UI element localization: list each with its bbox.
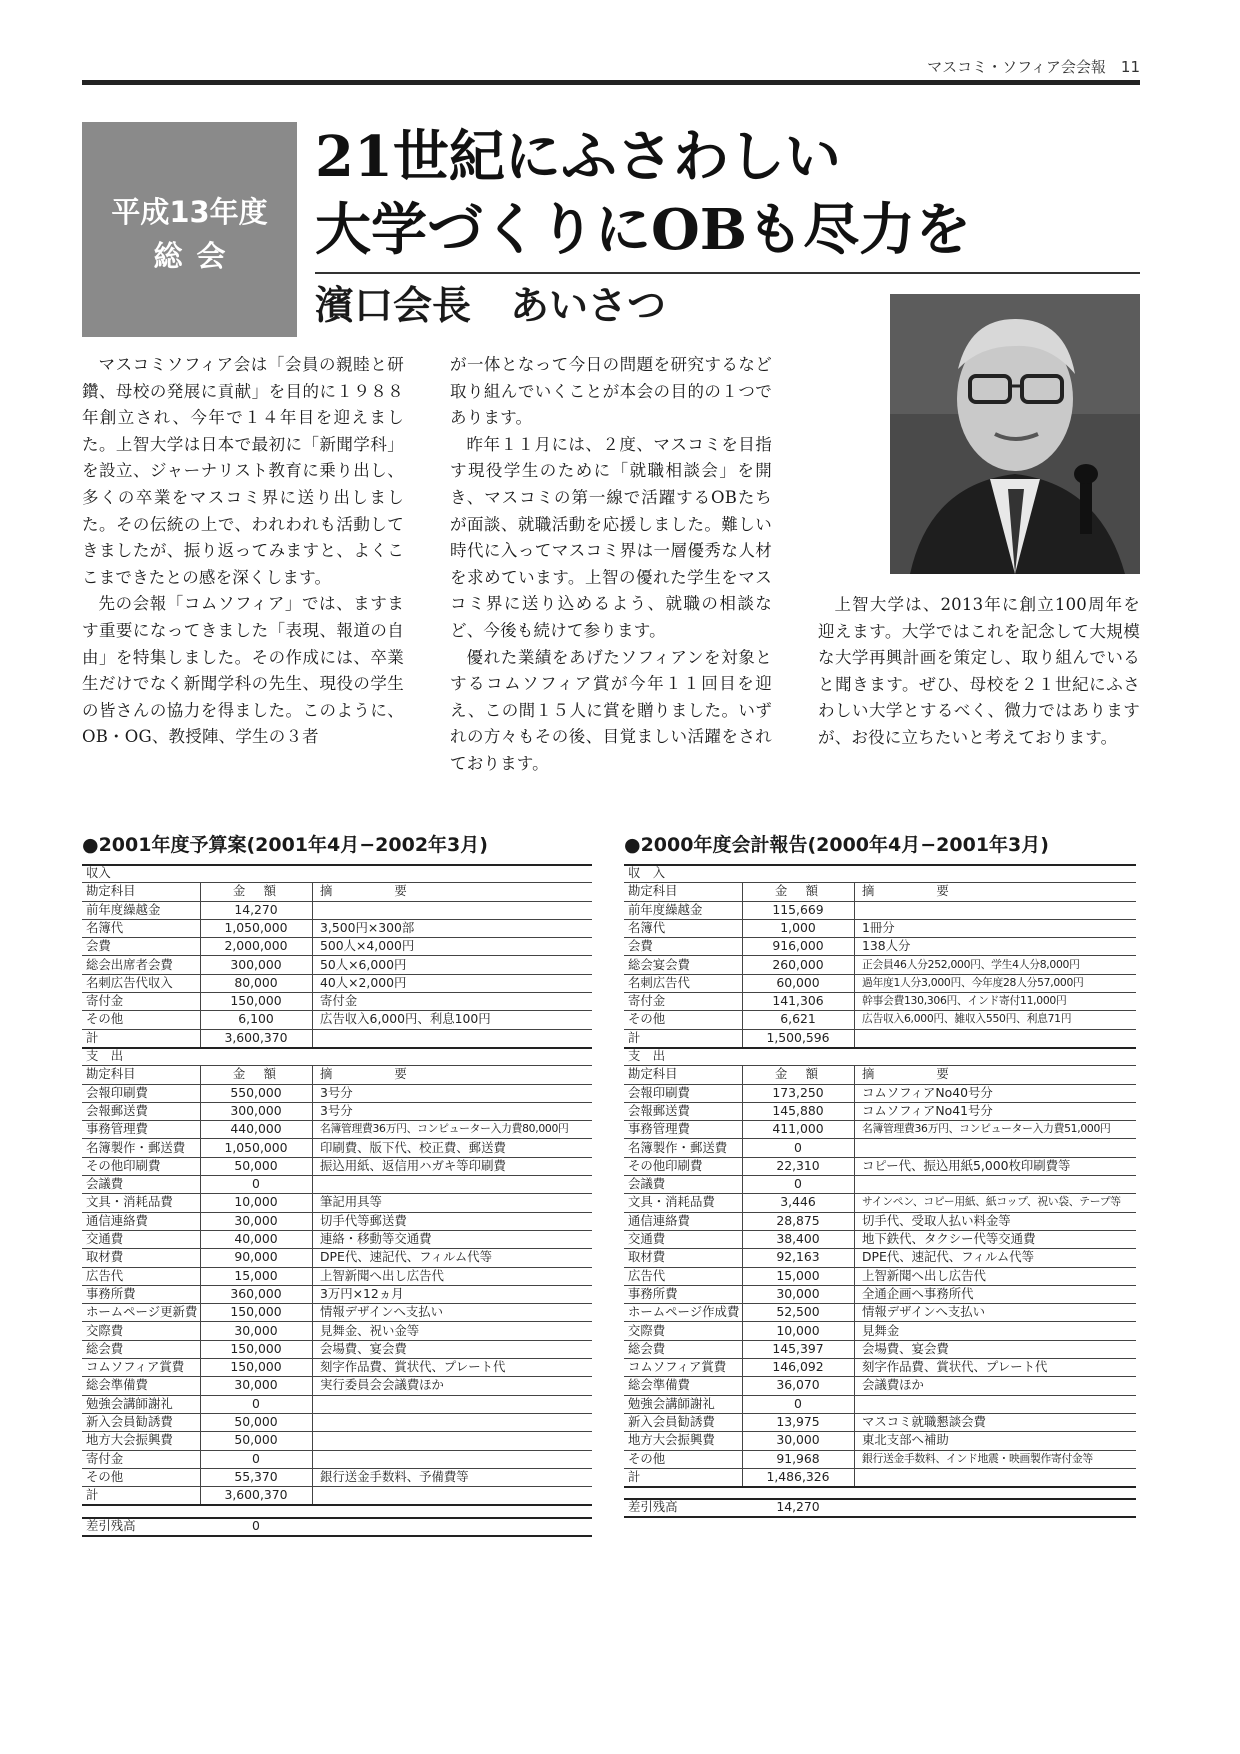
description-cell: マスコミ就職懇談会費	[862, 1414, 986, 1429]
total-row	[82, 1486, 592, 1506]
account-cell: 名刺広告代	[628, 974, 690, 990]
section-label-row	[82, 864, 592, 883]
running-header: マスコミ・ソフィア会会報 11	[927, 58, 1140, 76]
account-cell: 名刺広告代収入	[86, 974, 173, 990]
table-row	[624, 1450, 1136, 1469]
table-row	[82, 1395, 592, 1414]
column-divider	[200, 1065, 201, 1504]
account-cell: 勉強会講師謝礼	[86, 1395, 173, 1411]
description-cell: 印刷費、版下代、校正費、郵送費	[320, 1139, 506, 1155]
table-row	[624, 1120, 1136, 1139]
account-cell: 交際費	[86, 1322, 124, 1338]
table-row	[82, 956, 592, 975]
amount-cell: 150,000	[230, 1304, 282, 1320]
account-cell: 会費	[86, 938, 111, 954]
table-row	[624, 1212, 1136, 1231]
description-cell: 切手代等郵送費	[320, 1212, 407, 1228]
table-row	[82, 1431, 592, 1450]
row-label: 収 入	[628, 865, 666, 880]
description-cell: 50人×6,000円	[320, 956, 407, 972]
amount-cell: 150,000	[230, 1359, 282, 1375]
table-row	[624, 1157, 1136, 1176]
amount-cell: 40,000	[234, 1231, 278, 1246]
article-paragraph: マスコミソフィア会は「会員の親睦と研鑽、母校の発展に貢献」を目的に１９８８年創立され、今年で１４年目を迎えました。上智大学は日本で最初に「新聞学科」を設立、ジャーナリスト教育に乗り出し、多くの卒業をマスコミ界に送り出しました。その伝統の上で、われわれも活動してきましたが、振り返ってみますと、よくここまできたとの感を深くします。	[82, 355, 404, 587]
header-cell: 金 額	[774, 883, 822, 899]
president-photo	[890, 294, 1140, 574]
table-row	[624, 937, 1136, 956]
table-row	[624, 956, 1136, 975]
table-row	[624, 1395, 1136, 1414]
description-cell: 3,500円×300部	[320, 919, 415, 935]
badge-year: 平成13年度	[111, 195, 268, 229]
header-cell: 摘 要	[320, 883, 407, 899]
amount-cell: 145,880	[772, 1102, 824, 1118]
amount-cell: 2,000,000	[224, 938, 288, 954]
amount-cell: 30,000	[234, 1377, 278, 1393]
amount-cell: 1,486,326	[766, 1468, 830, 1484]
account-cell: 総会宴会費	[628, 956, 690, 972]
table-row	[624, 1376, 1136, 1395]
account-cell: 会議費	[628, 1176, 666, 1192]
amount-cell: 14,270	[776, 1499, 820, 1515]
column-divider	[312, 1065, 313, 1504]
article-paragraph: が一体となって今日の問題を研究するなど取り組んでいくことが本会の目的の１つであります。	[450, 355, 772, 428]
amount-cell: 3,446	[780, 1194, 816, 1210]
amount-cell: 146,092	[772, 1359, 824, 1375]
account-cell: その他	[86, 1468, 124, 1484]
balance-row	[82, 1517, 592, 1537]
column-divider	[854, 882, 855, 1047]
description-cell: 名簿管理費36万円、コンピューター入力費51,000円	[862, 1122, 1111, 1136]
description-cell: 会場費、宴会費	[862, 1340, 949, 1356]
account-cell: 新入会員勧誘費	[86, 1414, 173, 1429]
table-row	[82, 1376, 592, 1395]
column-divider	[742, 882, 743, 1047]
column-divider	[854, 1065, 855, 1486]
table-row	[82, 1010, 592, 1029]
description-cell: DPE代、速記代、フィルム代等	[862, 1249, 1035, 1265]
table-row	[624, 1322, 1136, 1341]
account-cell: 交際費	[628, 1322, 666, 1338]
headline-rule	[315, 272, 1140, 274]
description-cell: 広告収入6,000円、利息100円	[320, 1011, 491, 1027]
column-divider	[200, 882, 201, 1047]
table-row	[624, 1431, 1136, 1450]
amount-cell: 92,163	[776, 1249, 820, 1265]
table-row	[624, 1303, 1136, 1322]
amount-cell: 260,000	[772, 956, 824, 972]
table-row	[82, 1248, 592, 1267]
description-cell: コピー代、振込用紙5,000枚印刷費等	[862, 1157, 1071, 1173]
description-cell: 東北支部へ補助	[862, 1432, 949, 1448]
description-cell: 見舞金、祝い金等	[320, 1322, 420, 1338]
account-cell: 事務所費	[86, 1285, 136, 1301]
description-cell: 情報デザインへ支払い	[862, 1304, 986, 1320]
account-cell: 寄付金	[86, 1450, 124, 1466]
account-cell: 名簿代	[628, 919, 666, 935]
account-cell: 文具・消耗品費	[628, 1194, 715, 1210]
table-row	[82, 1303, 592, 1322]
table-row	[82, 1102, 592, 1121]
article-paragraph: 先の会報「コムソフィア」では、ますます重要になってきました「表現、報道の自由」を特集しました。その作成には、卒業生だけでなく新聞学科の先生、現役の学生の皆さんの協力を得ました。このように、OB・OG、教授陣、学生の３者	[82, 594, 404, 747]
account-cell: 計	[86, 1487, 99, 1503]
table-row	[82, 1358, 592, 1377]
table-row	[624, 1230, 1136, 1249]
description-cell: 刻字作品費、賞状代、プレート代	[862, 1359, 1048, 1375]
header-cell: 金 額	[232, 1066, 280, 1082]
amount-cell: 115,669	[772, 901, 824, 917]
header-row	[624, 1065, 1136, 1084]
amount-cell: 1,000	[780, 919, 816, 935]
row-label: 支 出	[86, 1048, 124, 1063]
header-row	[82, 1065, 592, 1084]
amount-cell: 0	[794, 1176, 802, 1192]
table-row	[624, 992, 1136, 1011]
description-cell: 銀行送金手数料、予備費等	[320, 1468, 469, 1484]
account-cell: 計	[628, 1468, 641, 1484]
description-cell: 会場費、宴会費	[320, 1340, 407, 1356]
amount-cell: 10,000	[234, 1194, 278, 1210]
account-cell: 計	[86, 1029, 99, 1045]
description-cell: 連絡・移動等交通費	[320, 1231, 432, 1246]
description-cell: 幹事会費130,306円、インド寄付11,000円	[862, 994, 1067, 1008]
account-cell: その他印刷費	[628, 1157, 703, 1173]
account-cell: その他	[628, 1011, 666, 1027]
amount-cell: 300,000	[230, 956, 282, 972]
amount-cell: 3,600,370	[224, 1029, 288, 1045]
account-cell: 総会費	[628, 1340, 666, 1356]
account-cell: 差引残高	[86, 1517, 136, 1533]
amount-cell: 3,600,370	[224, 1487, 288, 1503]
budget-2001-table	[82, 864, 592, 1544]
account-cell: 文具・消耗品費	[86, 1194, 173, 1210]
account-cell: 総会準備費	[628, 1377, 690, 1393]
description-cell: 名簿管理費36万円、コンピューター入力費80,000円	[320, 1122, 569, 1136]
table-row	[624, 1010, 1136, 1029]
account-cell: 前年度繰越金	[628, 901, 703, 917]
event-badge	[82, 122, 297, 337]
article-column-3	[818, 592, 1140, 752]
table-row	[82, 992, 592, 1011]
account-cell: 名簿製作・郵送費	[86, 1139, 186, 1155]
amount-cell: 550,000	[230, 1084, 282, 1100]
table-row	[82, 901, 592, 920]
header-cell: 勘定科目	[628, 883, 678, 899]
amount-cell: 30,000	[776, 1432, 820, 1448]
amount-cell: 150,000	[230, 993, 282, 1009]
amount-cell: 15,000	[234, 1267, 278, 1283]
report-2000-table	[624, 864, 1136, 1544]
account-cell: ホームページ更新費	[86, 1304, 198, 1320]
amount-cell: 173,250	[772, 1084, 824, 1100]
amount-cell: 28,875	[776, 1212, 820, 1228]
table-row	[82, 919, 592, 938]
account-cell: 交通費	[86, 1231, 124, 1246]
amount-cell: 0	[252, 1395, 260, 1411]
description-cell: 振込用紙、返信用ハガキ等印刷費	[320, 1157, 506, 1173]
table-row	[82, 1175, 592, 1194]
table-row	[624, 1267, 1136, 1286]
account-cell: 取材費	[628, 1249, 666, 1265]
amount-cell: 91,968	[776, 1450, 820, 1466]
amount-cell: 1,050,000	[224, 1139, 288, 1155]
account-cell: 通信連絡費	[86, 1212, 148, 1228]
table-row	[624, 1358, 1136, 1377]
row-label: 支 出	[628, 1048, 666, 1063]
description-cell: 1冊分	[862, 919, 895, 935]
article-column-1	[82, 352, 404, 751]
article-paragraph: 上智大学は、2013年に創立100周年を迎えます。大学ではこれを記念して大規模な大学再興計画を策定し、取り組んでいると聞きます。ぜひ、母校を２１世紀にふさわしい大学とするべく、微力ではありますが、お役に立ちたいと考えております。	[818, 595, 1140, 747]
amount-cell: 0	[252, 1176, 260, 1192]
table-row	[82, 1157, 592, 1176]
account-cell: その他	[628, 1450, 666, 1466]
table-row	[82, 1468, 592, 1487]
account-cell: 広告代	[628, 1267, 666, 1283]
table-row	[624, 1340, 1136, 1359]
amount-cell: 55,370	[234, 1468, 278, 1484]
total-row	[624, 1468, 1136, 1488]
account-cell: 会報印刷費	[628, 1084, 690, 1100]
table-row	[82, 1084, 592, 1103]
header-cell: 勘定科目	[86, 883, 136, 899]
account-cell: 寄付金	[628, 993, 666, 1009]
header-cell: 勘定科目	[86, 1066, 136, 1082]
table-row	[82, 1120, 592, 1139]
amount-cell: 6,100	[238, 1011, 274, 1027]
headline-line-2: 大学づくりにOBも尽力を	[315, 197, 972, 263]
account-cell: 前年度繰越金	[86, 901, 161, 917]
amount-cell: 141,306	[772, 993, 824, 1009]
description-cell: 3万円×12ヵ月	[320, 1285, 404, 1301]
table-row	[624, 1248, 1136, 1267]
headline-line-1: 21世紀にふさわしい	[315, 124, 841, 190]
amount-cell: 50,000	[234, 1157, 278, 1173]
description-cell: 会議費ほか	[862, 1377, 924, 1393]
amount-cell: 1,050,000	[224, 919, 288, 935]
amount-cell: 150,000	[230, 1340, 282, 1356]
description-cell: 広告収入6,000円、雑収入550円、利息71円	[862, 1012, 1072, 1026]
amount-cell: 50,000	[234, 1414, 278, 1429]
table-row	[624, 1139, 1136, 1158]
amount-cell: 360,000	[230, 1285, 282, 1301]
account-cell: 寄付金	[86, 993, 124, 1009]
amount-cell: 52,500	[776, 1304, 820, 1320]
table-row	[624, 919, 1136, 938]
amount-cell: 22,310	[776, 1157, 820, 1173]
header-rule	[82, 80, 1140, 85]
description-cell: 切手代、受取人払い料金等	[862, 1212, 1011, 1228]
article-paragraph: 優れた業績をあげたソフィアンを対象とするコムソフィア賞が今年１１回目を迎え、この間１５人に賞を贈りました。いずれの方々もその後、目覚ましい活躍をされております。	[450, 647, 772, 773]
table-row	[624, 1084, 1136, 1103]
table-row	[82, 974, 592, 993]
badge-event: 総会	[153, 239, 240, 273]
section-label-row	[82, 1047, 592, 1066]
amount-cell: 300,000	[230, 1102, 282, 1118]
account-cell: 差引残高	[628, 1499, 678, 1515]
account-cell: ホームページ作成費	[628, 1304, 740, 1320]
report-2000-title: ●2000年度会計報告(2000年4月−2001年3月)	[624, 834, 1049, 856]
table-row	[82, 1450, 592, 1469]
account-cell: 交通費	[628, 1231, 666, 1246]
table-row	[82, 1322, 592, 1341]
budget-2001-title: ●2001年度予算案(2001年4月−2002年3月)	[82, 834, 488, 856]
account-cell: 新入会員勧誘費	[628, 1414, 715, 1429]
account-cell: 総会出席者会費	[86, 956, 173, 972]
table-row	[624, 1102, 1136, 1121]
description-cell: 正会員46人分252,000円、学生4人分8,000円	[862, 957, 1080, 971]
amount-cell: 0	[794, 1139, 802, 1155]
header-cell: 摘 要	[862, 1066, 949, 1082]
amount-cell: 90,000	[234, 1249, 278, 1265]
description-cell: 実行委員会会議費ほか	[320, 1377, 444, 1393]
row-label: 収入	[86, 865, 111, 880]
portrait-illustration	[890, 294, 1140, 574]
amount-cell: 411,000	[772, 1121, 824, 1137]
header-cell: 摘 要	[862, 883, 949, 899]
total-row	[624, 1029, 1136, 1049]
column-divider	[742, 1065, 743, 1486]
account-cell: 地方大会振興費	[628, 1432, 715, 1448]
amount-cell: 10,000	[776, 1322, 820, 1338]
account-cell: 会費	[628, 938, 653, 954]
amount-cell: 30,000	[234, 1212, 278, 1228]
amount-cell: 80,000	[234, 974, 278, 990]
account-cell: その他	[86, 1011, 124, 1027]
description-cell: コムソフィアNo41号分	[862, 1102, 993, 1118]
amount-cell: 14,270	[234, 901, 278, 917]
account-cell: 通信連絡費	[628, 1212, 690, 1228]
table-row	[82, 1193, 592, 1212]
description-cell: 筆記用具等	[320, 1194, 382, 1210]
description-cell: コムソフィアNo40号分	[862, 1084, 993, 1100]
description-cell: DPE代、速記代、フィルム代等	[320, 1249, 493, 1265]
table-row	[82, 1413, 592, 1432]
account-cell: 会報郵送費	[86, 1102, 148, 1118]
description-cell: 138人分	[862, 938, 911, 954]
amount-cell: 0	[794, 1395, 802, 1411]
amount-cell: 15,000	[776, 1267, 820, 1283]
amount-cell: 30,000	[234, 1322, 278, 1338]
account-cell: 会報郵送費	[628, 1102, 690, 1118]
account-cell: 取材費	[86, 1249, 124, 1265]
account-cell: 名簿代	[86, 919, 124, 935]
description-cell: 寄付金	[320, 993, 358, 1009]
article-paragraph: 昨年１１月には、２度、マスコミを目指す現役学生のために「就職相談会」を開き、マスコミの第一線で活躍するOBたちが面談、就職活動を応援しました。難しい時代に入ってマスコミ界は一層優秀な人材を求めています。上智の優れた学生をマスコミ界に送り込めるよう、就職の相談など、今後も続けて参ります。	[450, 434, 772, 640]
description-cell: 上智新聞へ出し広告代	[320, 1267, 444, 1283]
amount-cell: 30,000	[776, 1285, 820, 1301]
description-cell: 3号分	[320, 1102, 353, 1118]
table-row	[624, 901, 1136, 920]
header-cell: 金 額	[232, 883, 280, 899]
account-cell: 勉強会講師謝礼	[628, 1395, 715, 1411]
header-row	[624, 882, 1136, 901]
table-row	[624, 1285, 1136, 1304]
account-cell: 名簿製作・郵送費	[628, 1139, 728, 1155]
subtitle: 濱口会長 あいさつ	[315, 284, 667, 329]
amount-cell: 1,500,596	[766, 1029, 830, 1045]
balance-row	[624, 1498, 1136, 1518]
amount-cell: 0	[252, 1450, 260, 1466]
description-cell: 全通企画へ事務所代	[862, 1285, 974, 1301]
table-row	[82, 1267, 592, 1286]
account-cell: 会議費	[86, 1176, 124, 1192]
amount-cell: 440,000	[230, 1121, 282, 1137]
account-cell: 総会準備費	[86, 1377, 148, 1393]
account-cell: 広告代	[86, 1267, 124, 1283]
description-cell: 上智新聞へ出し広告代	[862, 1267, 986, 1283]
description-cell: 銀行送金手数料、インド地震・映画製作寄付金等	[862, 1451, 1093, 1465]
amount-cell: 60,000	[776, 974, 820, 990]
account-cell: コムソフィア賞費	[628, 1359, 727, 1375]
table-row	[82, 1230, 592, 1249]
table-row	[82, 1139, 592, 1158]
amount-cell: 6,621	[780, 1011, 816, 1027]
column-divider	[312, 882, 313, 1047]
account-cell: コムソフィア賞費	[86, 1359, 185, 1375]
description-cell: 40人×2,000円	[320, 974, 407, 990]
section-label-row	[624, 864, 1136, 883]
table-row	[82, 1212, 592, 1231]
account-cell: その他印刷費	[86, 1157, 161, 1173]
description-cell: 3号分	[320, 1084, 353, 1100]
header-cell: 勘定科目	[628, 1066, 678, 1082]
account-cell: 会報印刷費	[86, 1084, 148, 1100]
table-row	[82, 1285, 592, 1304]
table-row	[624, 1193, 1136, 1212]
account-cell: 事務管理費	[86, 1121, 148, 1137]
header-cell: 金 額	[774, 1066, 822, 1082]
amount-cell: 13,975	[776, 1414, 820, 1429]
description-cell: 刻字作品費、賞状代、プレート代	[320, 1359, 506, 1375]
total-row	[82, 1029, 592, 1049]
header-row	[82, 882, 592, 901]
description-cell: 見舞金	[862, 1322, 900, 1338]
account-cell: 総会費	[86, 1340, 124, 1356]
amount-cell: 38,400	[776, 1231, 820, 1246]
section-label-row	[624, 1047, 1136, 1066]
account-cell: 事務管理費	[628, 1121, 690, 1137]
header-cell: 摘 要	[320, 1066, 407, 1082]
table-row	[624, 1413, 1136, 1432]
description-cell: 500人×4,000円	[320, 938, 415, 954]
table-row	[82, 937, 592, 956]
amount-cell: 145,397	[772, 1340, 824, 1356]
table-row	[624, 1175, 1136, 1194]
amount-cell: 916,000	[772, 938, 824, 954]
table-row	[82, 1340, 592, 1359]
account-cell: 計	[628, 1029, 641, 1045]
account-cell: 事務所費	[628, 1285, 678, 1301]
table-row	[624, 974, 1136, 993]
description-cell: 情報デザインへ支払い	[320, 1304, 444, 1320]
account-cell: 地方大会振興費	[86, 1432, 173, 1448]
description-cell: 過年度1人分3,000円、今年度28人分57,000円	[862, 975, 1084, 989]
amount-cell: 0	[252, 1517, 260, 1533]
description-cell: 地下鉄代、タクシー代等交通費	[862, 1231, 1036, 1246]
amount-cell: 36,070	[776, 1377, 820, 1393]
description-cell: サインペン、コピー用紙、紙コップ、祝い袋、テープ等	[862, 1195, 1121, 1209]
amount-cell: 50,000	[234, 1432, 278, 1448]
article-column-2	[450, 352, 772, 778]
